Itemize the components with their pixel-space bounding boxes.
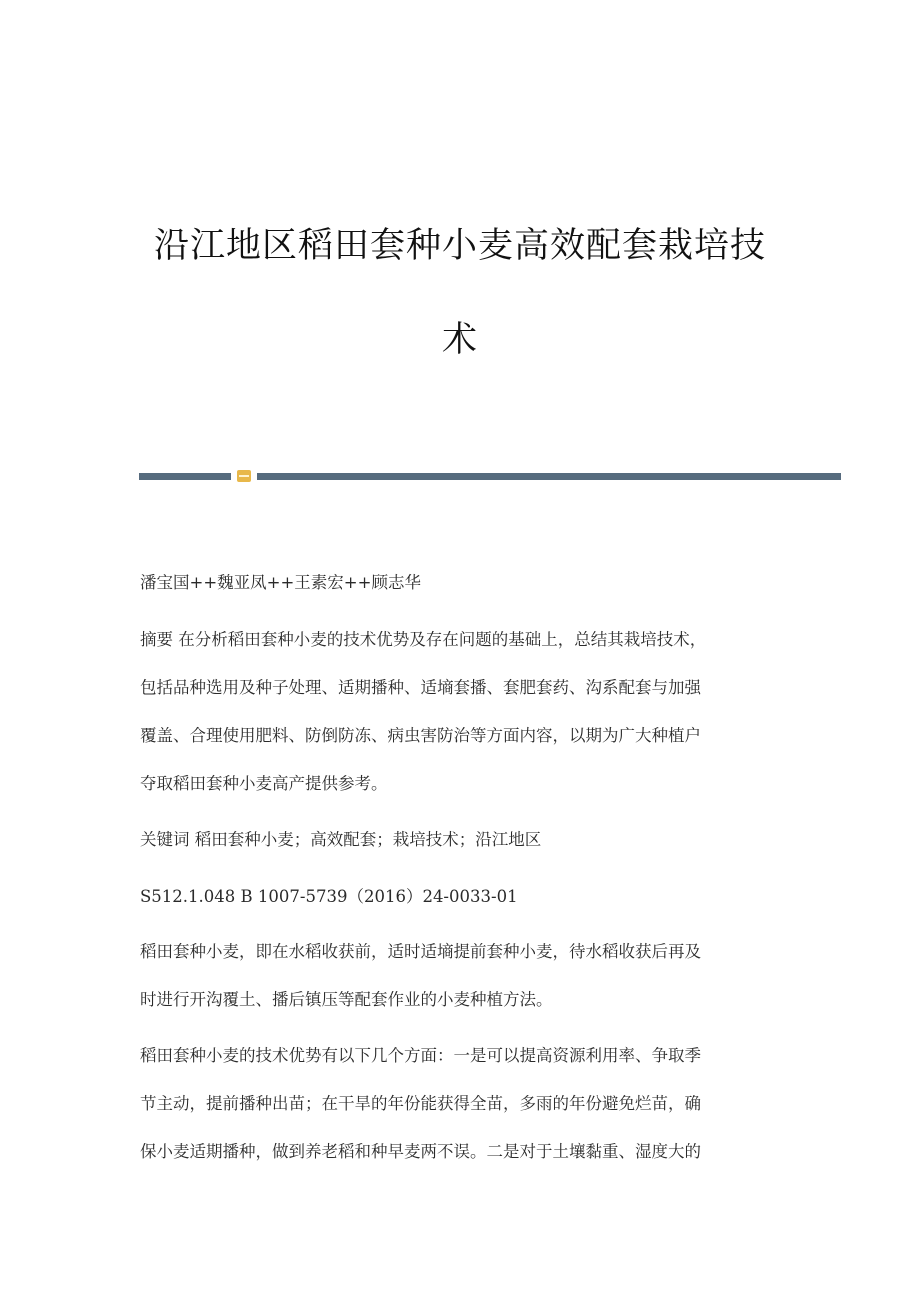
paragraph-2-line-3: 保小麦适期播种，做到养老稻和种早麦两不误。二是对于土壤黏重、湿度大的 bbox=[140, 1142, 701, 1161]
abstract-line-4: 夺取稻田套种小麦高产提供参考。 bbox=[140, 774, 388, 793]
classification-code: S512.1.048 B 1007-5739（2016）24-0033-01 bbox=[140, 887, 518, 906]
keywords: 关键词 稻田套种小麦；高效配套；栽培技术；沿江地区 bbox=[140, 830, 542, 849]
paragraph-1-line-2: 时进行开沟覆土、播后镇压等配套作业的小麦种植方法。 bbox=[140, 990, 553, 1009]
paragraph-1-line-1: 稻田套种小麦，即在水稻收获前，适时适墒提前套种小麦，待水稻收获后再及 bbox=[140, 942, 701, 961]
document-title-line-2: 术 bbox=[441, 320, 478, 360]
abstract-line-3: 覆盖、合理使用肥料、防倒防冻、病虫害防治等方面内容，以期为广大种植户 bbox=[140, 726, 701, 745]
divider-bar-right bbox=[257, 473, 841, 480]
divider-bar-left bbox=[139, 473, 231, 480]
authors: 潘宝国++魏亚凤++王素宏++顾志华 bbox=[140, 573, 421, 592]
abstract-line-1: 摘要 在分析稻田套种小麦的技术优势及存在问题的基础上，总结其栽培技术， bbox=[140, 630, 707, 649]
title-divider bbox=[139, 470, 841, 482]
paragraph-2-line-1: 稻田套种小麦的技术优势有以下几个方面：一是可以提高资源利用率、争取季 bbox=[140, 1046, 701, 1065]
divider-emblem-icon bbox=[237, 470, 251, 482]
abstract-line-2: 包括品种选用及种子处理、适期播种、适墒套播、套肥套药、沟系配套与加强 bbox=[140, 678, 701, 697]
paragraph-2-line-2: 节主动，提前播种出苗；在干旱的年份能获得全苗，多雨的年份避免烂苗，确 bbox=[140, 1094, 701, 1113]
document-title-line-1: 沿江地区稻田套种小麦高效配套栽培技 bbox=[153, 226, 766, 266]
